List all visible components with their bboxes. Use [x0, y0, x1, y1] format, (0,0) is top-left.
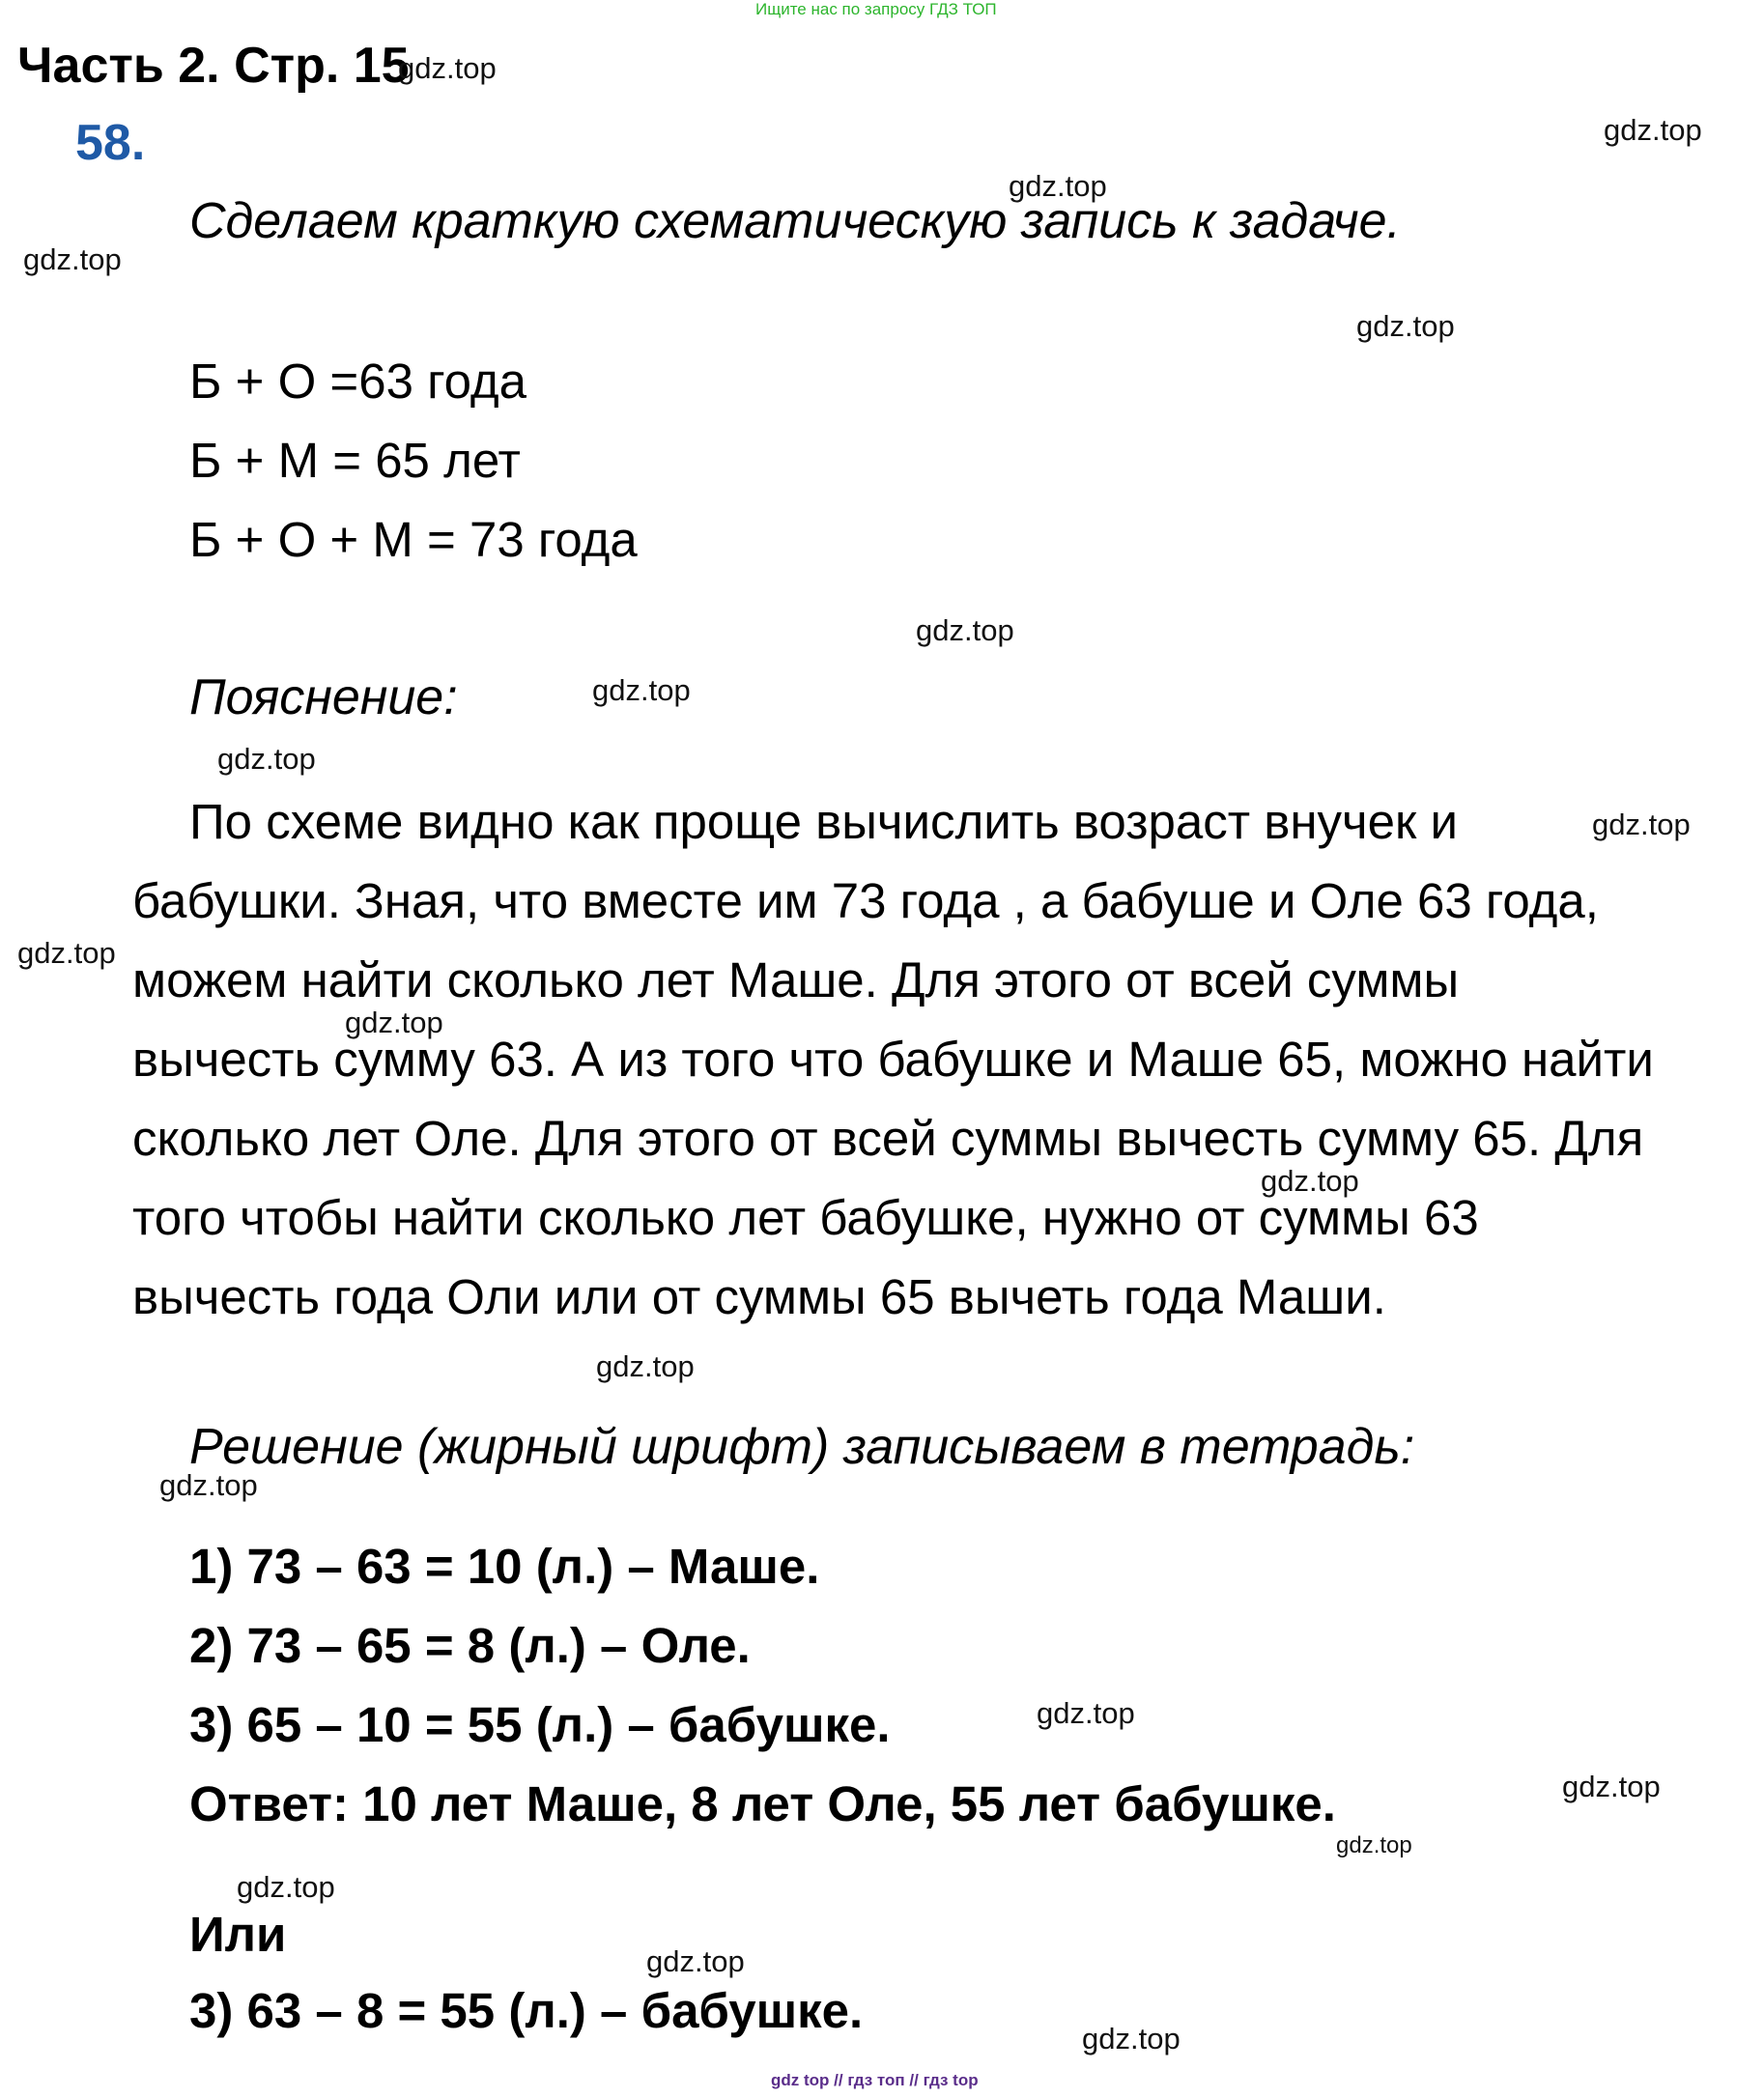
alt-step: 3) 63 – 8 = 55 (л.) – бабушке.: [189, 1983, 864, 2038]
solution-step: 3) 65 – 10 = 55 (л.) – бабушке.: [189, 1697, 891, 1752]
watermark: gdz.top: [159, 1468, 258, 1502]
watermark: gdz.top: [916, 613, 1014, 647]
watermark: gdz.top: [1336, 1832, 1412, 1858]
footer-links: gdz top // гдз топ // гдз top: [771, 2071, 979, 2089]
watermark: gdz.top: [398, 51, 497, 85]
watermark: gdz.top: [592, 673, 691, 707]
watermark: gdz.top: [23, 242, 122, 276]
watermark: gdz.top: [646, 1944, 745, 1978]
schema-line: Б + М = 65 лет: [189, 433, 521, 488]
explanation-line: бабушки. Зная, что вместе им 73 года , а бабуше и Оле 63 года,: [132, 873, 1599, 928]
explanation-line: вычесть сумму 63. А из того что бабушке и Маше 65, можно найти: [132, 1032, 1654, 1087]
watermark: gdz.top: [1356, 309, 1455, 343]
page-title: Часть 2. Стр. 15: [17, 38, 410, 94]
explanation-line: того чтобы найти сколько лет бабушке, нужно от суммы 63: [132, 1190, 1479, 1245]
watermark: gdz.top: [1604, 113, 1702, 147]
watermark: gdz.top: [1009, 169, 1107, 203]
watermark: gdz.top: [1037, 1696, 1135, 1730]
watermark: gdz.top: [237, 1870, 335, 1904]
solution-heading: Решение (жирный шрифт) записываем в тетрадь:: [189, 1419, 1415, 1475]
watermark: gdz.top: [1592, 808, 1691, 841]
watermark: gdz.top: [17, 936, 116, 970]
watermark: gdz.top: [217, 742, 316, 776]
explanation-line: можем найти сколько лет Маше. Для этого от всей суммы: [132, 952, 1460, 1007]
intro-text: Сделаем краткую схематическую запись к задаче.: [189, 193, 1401, 249]
solution-step: 2) 73 – 65 = 8 (л.) – Оле.: [189, 1618, 751, 1673]
answer-line: Ответ: 10 лет Маше, 8 лет Оле, 55 лет бабушке.: [189, 1776, 1336, 1831]
schema-line: Б + О + М = 73 года: [189, 512, 638, 567]
watermark: gdz.top: [1562, 1770, 1661, 1803]
task-number: 58.: [75, 115, 146, 171]
watermark: gdz.top: [596, 1349, 695, 1383]
explanation-line: вычесть года Оли или от суммы 65 вычеть года Маши.: [132, 1269, 1386, 1324]
alt-label: Или: [189, 1907, 287, 1962]
watermark: gdz.top: [1261, 1164, 1359, 1198]
search-banner: Ищите нас по запросу ГДЗ ТОП: [755, 0, 997, 18]
solution-step: 1) 73 – 63 = 10 (л.) – Маше.: [189, 1539, 820, 1594]
explanation-line: По схеме видно как проще вычислить возраст внучек и: [189, 794, 1458, 849]
watermark: gdz.top: [1082, 2022, 1181, 2055]
explanation-heading: Пояснение:: [189, 669, 458, 725]
watermark: gdz.top: [345, 1006, 443, 1039]
explanation-line: сколько лет Оле. Для этого от всей суммы вычесть сумму 65. Для: [132, 1111, 1644, 1166]
schema-line: Б + О =63 года: [189, 354, 526, 409]
